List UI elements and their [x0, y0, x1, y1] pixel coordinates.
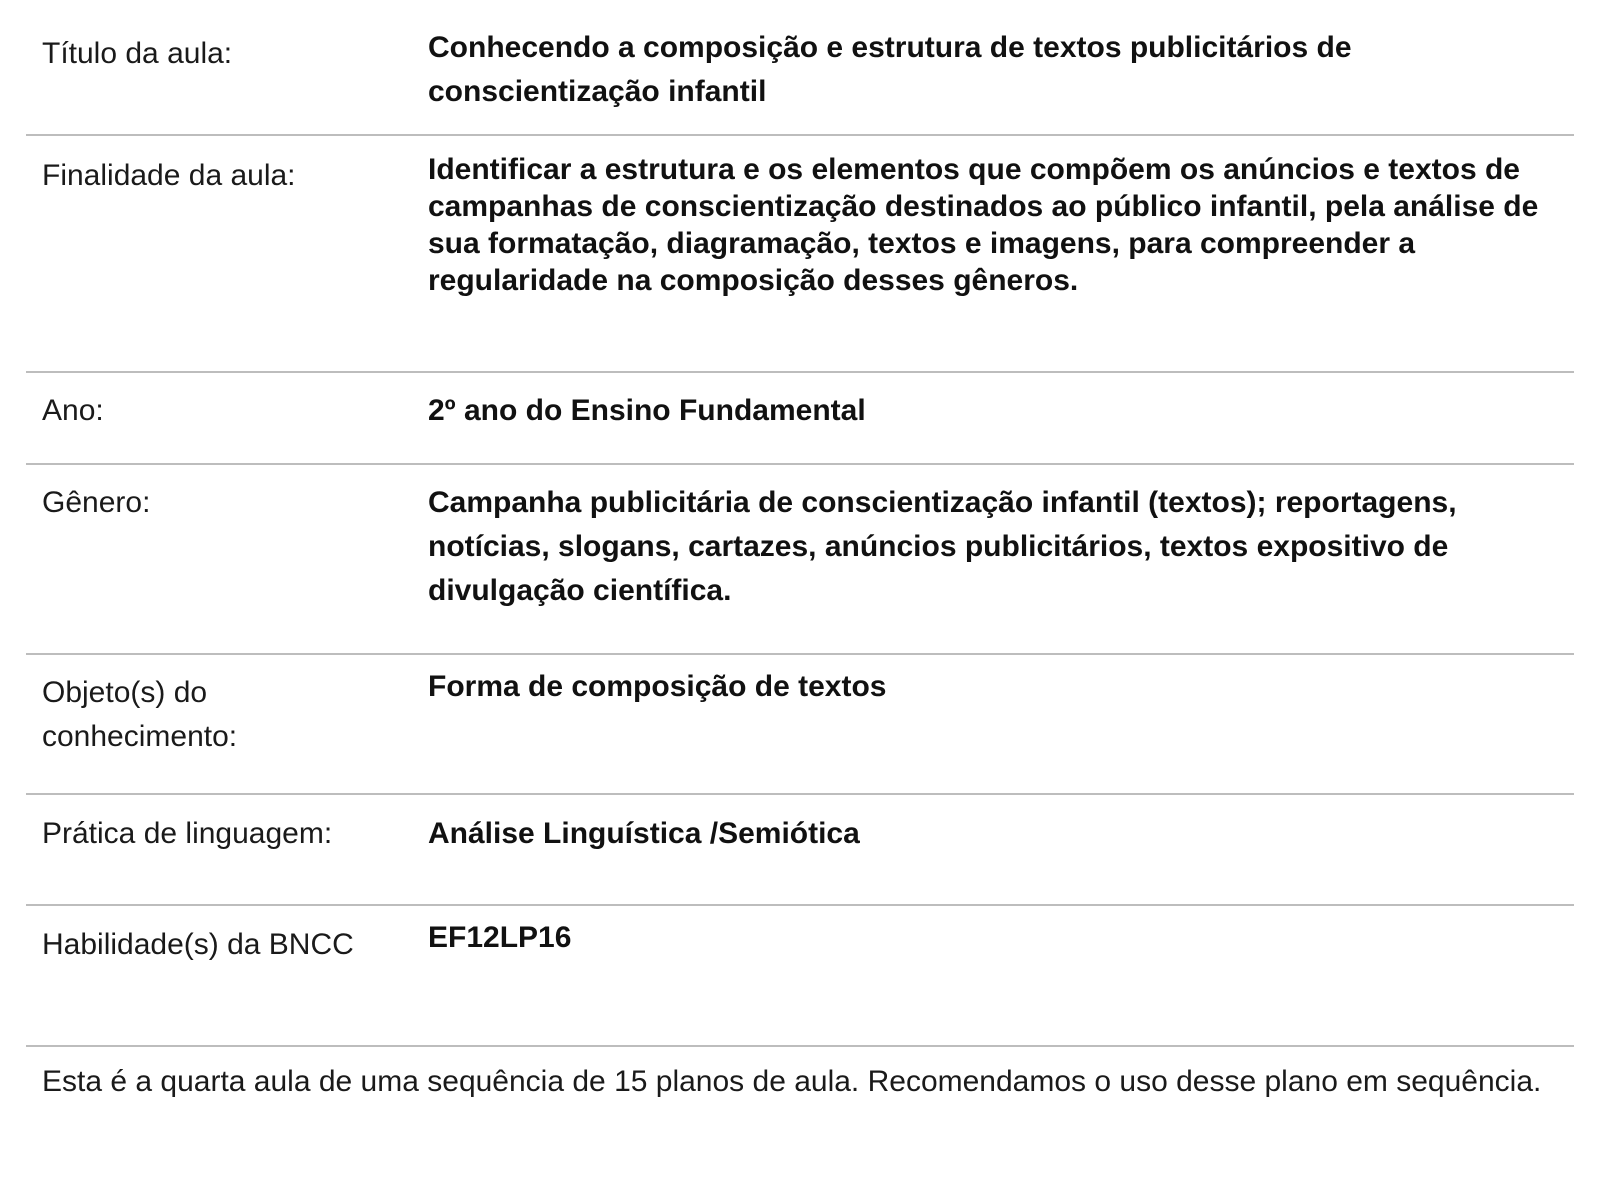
sequence-note: Esta é a quarta aula de uma sequência de 15 planos de aula. Recomendamos o uso desse plano em sequência. — [42, 1065, 1542, 1098]
row-divider — [26, 371, 1574, 373]
row-divider — [26, 1045, 1574, 1047]
row-divider — [26, 904, 1574, 906]
row-value-ano: 2º ano do Ensino Fundamental — [428, 394, 866, 427]
row-divider — [26, 463, 1574, 465]
row-value-objeto: Forma de composição de textos — [428, 670, 887, 703]
row-label-finalidade: Finalidade da aula: — [42, 159, 296, 192]
row-label-ano: Ano: — [42, 394, 104, 427]
row-divider — [26, 134, 1574, 136]
row-divider — [26, 793, 1574, 795]
row-label-titulo: Título da aula: — [42, 37, 233, 70]
row-value-pratica: Análise Linguística /Semiótica — [428, 817, 860, 850]
row-label-genero: Gênero: — [42, 486, 151, 519]
row-value-habilidade: EF12LP16 — [428, 921, 572, 954]
row-label-pratica: Prática de linguagem: — [42, 817, 333, 850]
row-value-genero: Campanha publicitária de conscientização infantil (textos); reportagens, notícias, slogans, cartazes, anúncios publicitários, textos expositivo de divulgação científica. — [428, 486, 1457, 607]
row-label-habilidade: Habilidade(s) da BNCC — [42, 928, 354, 961]
row-divider — [26, 653, 1574, 655]
row-value-finalidade: Identificar a estrutura e os elementos que compõem os anúncios e textos de campanhas de conscientização destinados ao público infantil, pela análise de sua formatação, diagramação, textos e imagens, para compreender a regularidade na composição desses gêneros. — [428, 153, 1539, 297]
row-label-objeto: Objeto(s) do conhecimento: — [42, 676, 238, 753]
row-value-titulo: Conhecendo a composição e estrutura de textos publicitários de conscientização infantil — [428, 31, 1352, 108]
